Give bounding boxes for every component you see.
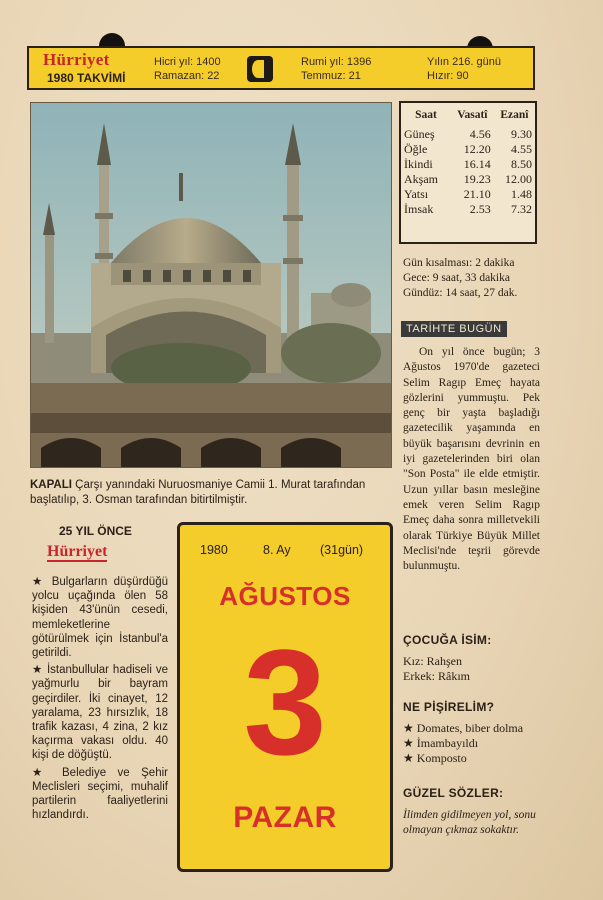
erkek-ismi: Erkek: Râkım <box>403 669 470 683</box>
tarihte-bugun-text: On yıl önce bugün; 3 Ağustos 1970'de gazeteci Selim Ragıp Emeç hayata gözlerini yummuştu. Pek genç bir yaşta başladığı gazetecilik yaşamında en büyük başarısını devrinin en iyi gazetelerinden biri olan "Son Posta" ile elde etmiştir. Uzun yıllar basın mesleğine emek veren Selim Ragıp Emeç daha sonra milletvekili olarak Türkiye Büyük Millet Meclisi'nde teşrii görevde bulunmuştu. <box>403 346 540 573</box>
star-icon: ★ <box>403 736 414 750</box>
prayer-times-table <box>399 101 537 244</box>
row-label: Öğle <box>404 142 428 156</box>
star-icon: ★ <box>403 721 414 735</box>
cocuga-isim-title: ÇOCUĞA İSİM: <box>403 633 492 647</box>
mosque-photo <box>30 102 392 468</box>
yilin-gunu: Yılın 216. günü <box>427 56 502 68</box>
guzel-sozler-title: GÜZEL SÖZLER: <box>403 786 504 800</box>
caption-text: Çarşı yanındaki Nuruosmaniye Camii 1. Murat tarafından başlatılıp, 3. Osman tarafından bitirtilmiştir. <box>30 479 366 506</box>
news-text: Bulgarların düşürdüğü yolcu uçağında ölen 58 kişiden 43'ünün cesedi, memleketlerine götürülmek için İstanbul'a getirildi. <box>32 576 168 660</box>
mosque-illustration <box>31 103 391 467</box>
row-label: Akşam <box>404 172 438 186</box>
year-day-info <box>427 55 501 83</box>
row-label: Yatsı <box>404 187 429 201</box>
star-icon: ★ <box>32 576 52 588</box>
card-month-number: 8. Ay <box>263 543 291 557</box>
menu-item-text: Komposto <box>416 751 467 765</box>
list-item <box>403 751 523 766</box>
month-name: AĞUSTOS <box>219 581 351 611</box>
news-text: İstanbullular hadiseli ve yağmurlu bir bayram geçirdiler. İki cinayet, 12 yaralama, 23 hırsızlık, 18 trafik kazası, 4 zina, 2 kız kaçırma vakası oldu. 40 kişi de döğüştü. <box>32 664 168 762</box>
temmuz-day: Temmuz: 21 <box>301 70 361 82</box>
table-row <box>401 172 535 187</box>
photo-caption <box>30 478 390 508</box>
ne-pisirelim-title: NE PİŞİRELİM? <box>403 700 495 714</box>
vasati-value: 12.20 <box>463 142 491 156</box>
vasati-value: 2.53 <box>469 202 491 216</box>
yil-once-news <box>32 575 168 825</box>
table-row <box>401 127 535 142</box>
gun-kisalmasi: Gün kısalması: 2 dakika <box>403 257 515 269</box>
table-row <box>401 187 535 202</box>
ezani-value: 9.30 <box>511 127 532 141</box>
day-length-info <box>403 256 543 301</box>
table-row <box>401 142 535 157</box>
ezani-value: 12.00 <box>505 172 532 186</box>
gece-suresi: Gece: 9 saat, 33 dakika <box>403 272 510 284</box>
vasati-value: 4.56 <box>469 127 491 141</box>
card-year: 1980 <box>200 543 228 557</box>
news-item <box>32 575 168 660</box>
cocuga-isim-list <box>403 654 470 684</box>
ezani-value: 1.48 <box>511 187 532 201</box>
row-label: Güneş <box>404 127 435 141</box>
vasati-value: 21.10 <box>463 187 491 201</box>
hicri-info <box>154 55 221 83</box>
table-row <box>401 202 535 217</box>
news-item <box>32 766 168 823</box>
header-bar <box>27 46 535 90</box>
date-card <box>177 522 393 872</box>
moon-phase-icon <box>247 56 273 82</box>
rumi-year: Rumi yıl: 1396 <box>301 56 372 68</box>
ramazan-day: Ramazan: 22 <box>154 70 220 82</box>
guzel-sozler-text: İlimden gidilmeyen yol, sonu olmayan çıkmaz sokaktır. <box>403 809 536 836</box>
hizir-day: Hızır: 90 <box>427 70 469 82</box>
menu-item-text: İmambayıldı <box>416 736 479 750</box>
card-month-days: (31gün) <box>320 543 364 557</box>
ne-pisirelim-list <box>403 721 523 766</box>
times-header-vasati: Vasatî <box>457 109 488 121</box>
vasati-value: 19.23 <box>463 172 491 186</box>
row-label: İkindi <box>404 157 433 171</box>
ezani-value: 7.32 <box>511 202 532 216</box>
weekday-name: PAZAR <box>233 801 337 834</box>
takvim-label: 1980 TAKVİMİ <box>47 71 126 85</box>
vasati-value: 16.14 <box>463 157 491 171</box>
news-text: Belediye ve Şehir Meclisleri seçimi, muhalif partilerin faaliyetlerini hızlandırdı. <box>32 766 168 822</box>
times-header-ezani: Ezanî <box>500 109 529 121</box>
menu-item-text: Domates, biber dolma <box>416 721 524 735</box>
table-row <box>401 157 535 172</box>
hicri-year: Hicri yıl: 1400 <box>154 56 221 68</box>
row-label: İmsak <box>404 202 434 216</box>
times-header-saat: Saat <box>415 109 437 121</box>
hurriyet-logo: Hürriyet <box>43 50 110 69</box>
star-icon: ★ <box>32 664 47 677</box>
caption-lead: KAPALI <box>30 479 72 491</box>
tarihte-bugun-title: TARİHTE BUGÜN <box>401 321 507 337</box>
kiz-ismi: Kız: Rahşen <box>403 654 462 668</box>
list-item <box>403 721 523 736</box>
ezani-value: 4.55 <box>511 142 532 156</box>
list-item <box>403 736 523 751</box>
news-item <box>32 663 168 762</box>
star-icon: ★ <box>32 766 62 779</box>
day-number: 3 <box>243 618 327 786</box>
hurriyet-logo-small: Hürriyet <box>47 543 108 560</box>
ezani-value: 8.50 <box>511 157 532 171</box>
yil-once-title: 25 YIL ÖNCE <box>59 524 132 538</box>
gunduz-suresi: Gündüz: 14 saat, 27 dak. <box>403 287 518 299</box>
rumi-info <box>301 55 371 83</box>
star-icon: ★ <box>403 751 414 765</box>
